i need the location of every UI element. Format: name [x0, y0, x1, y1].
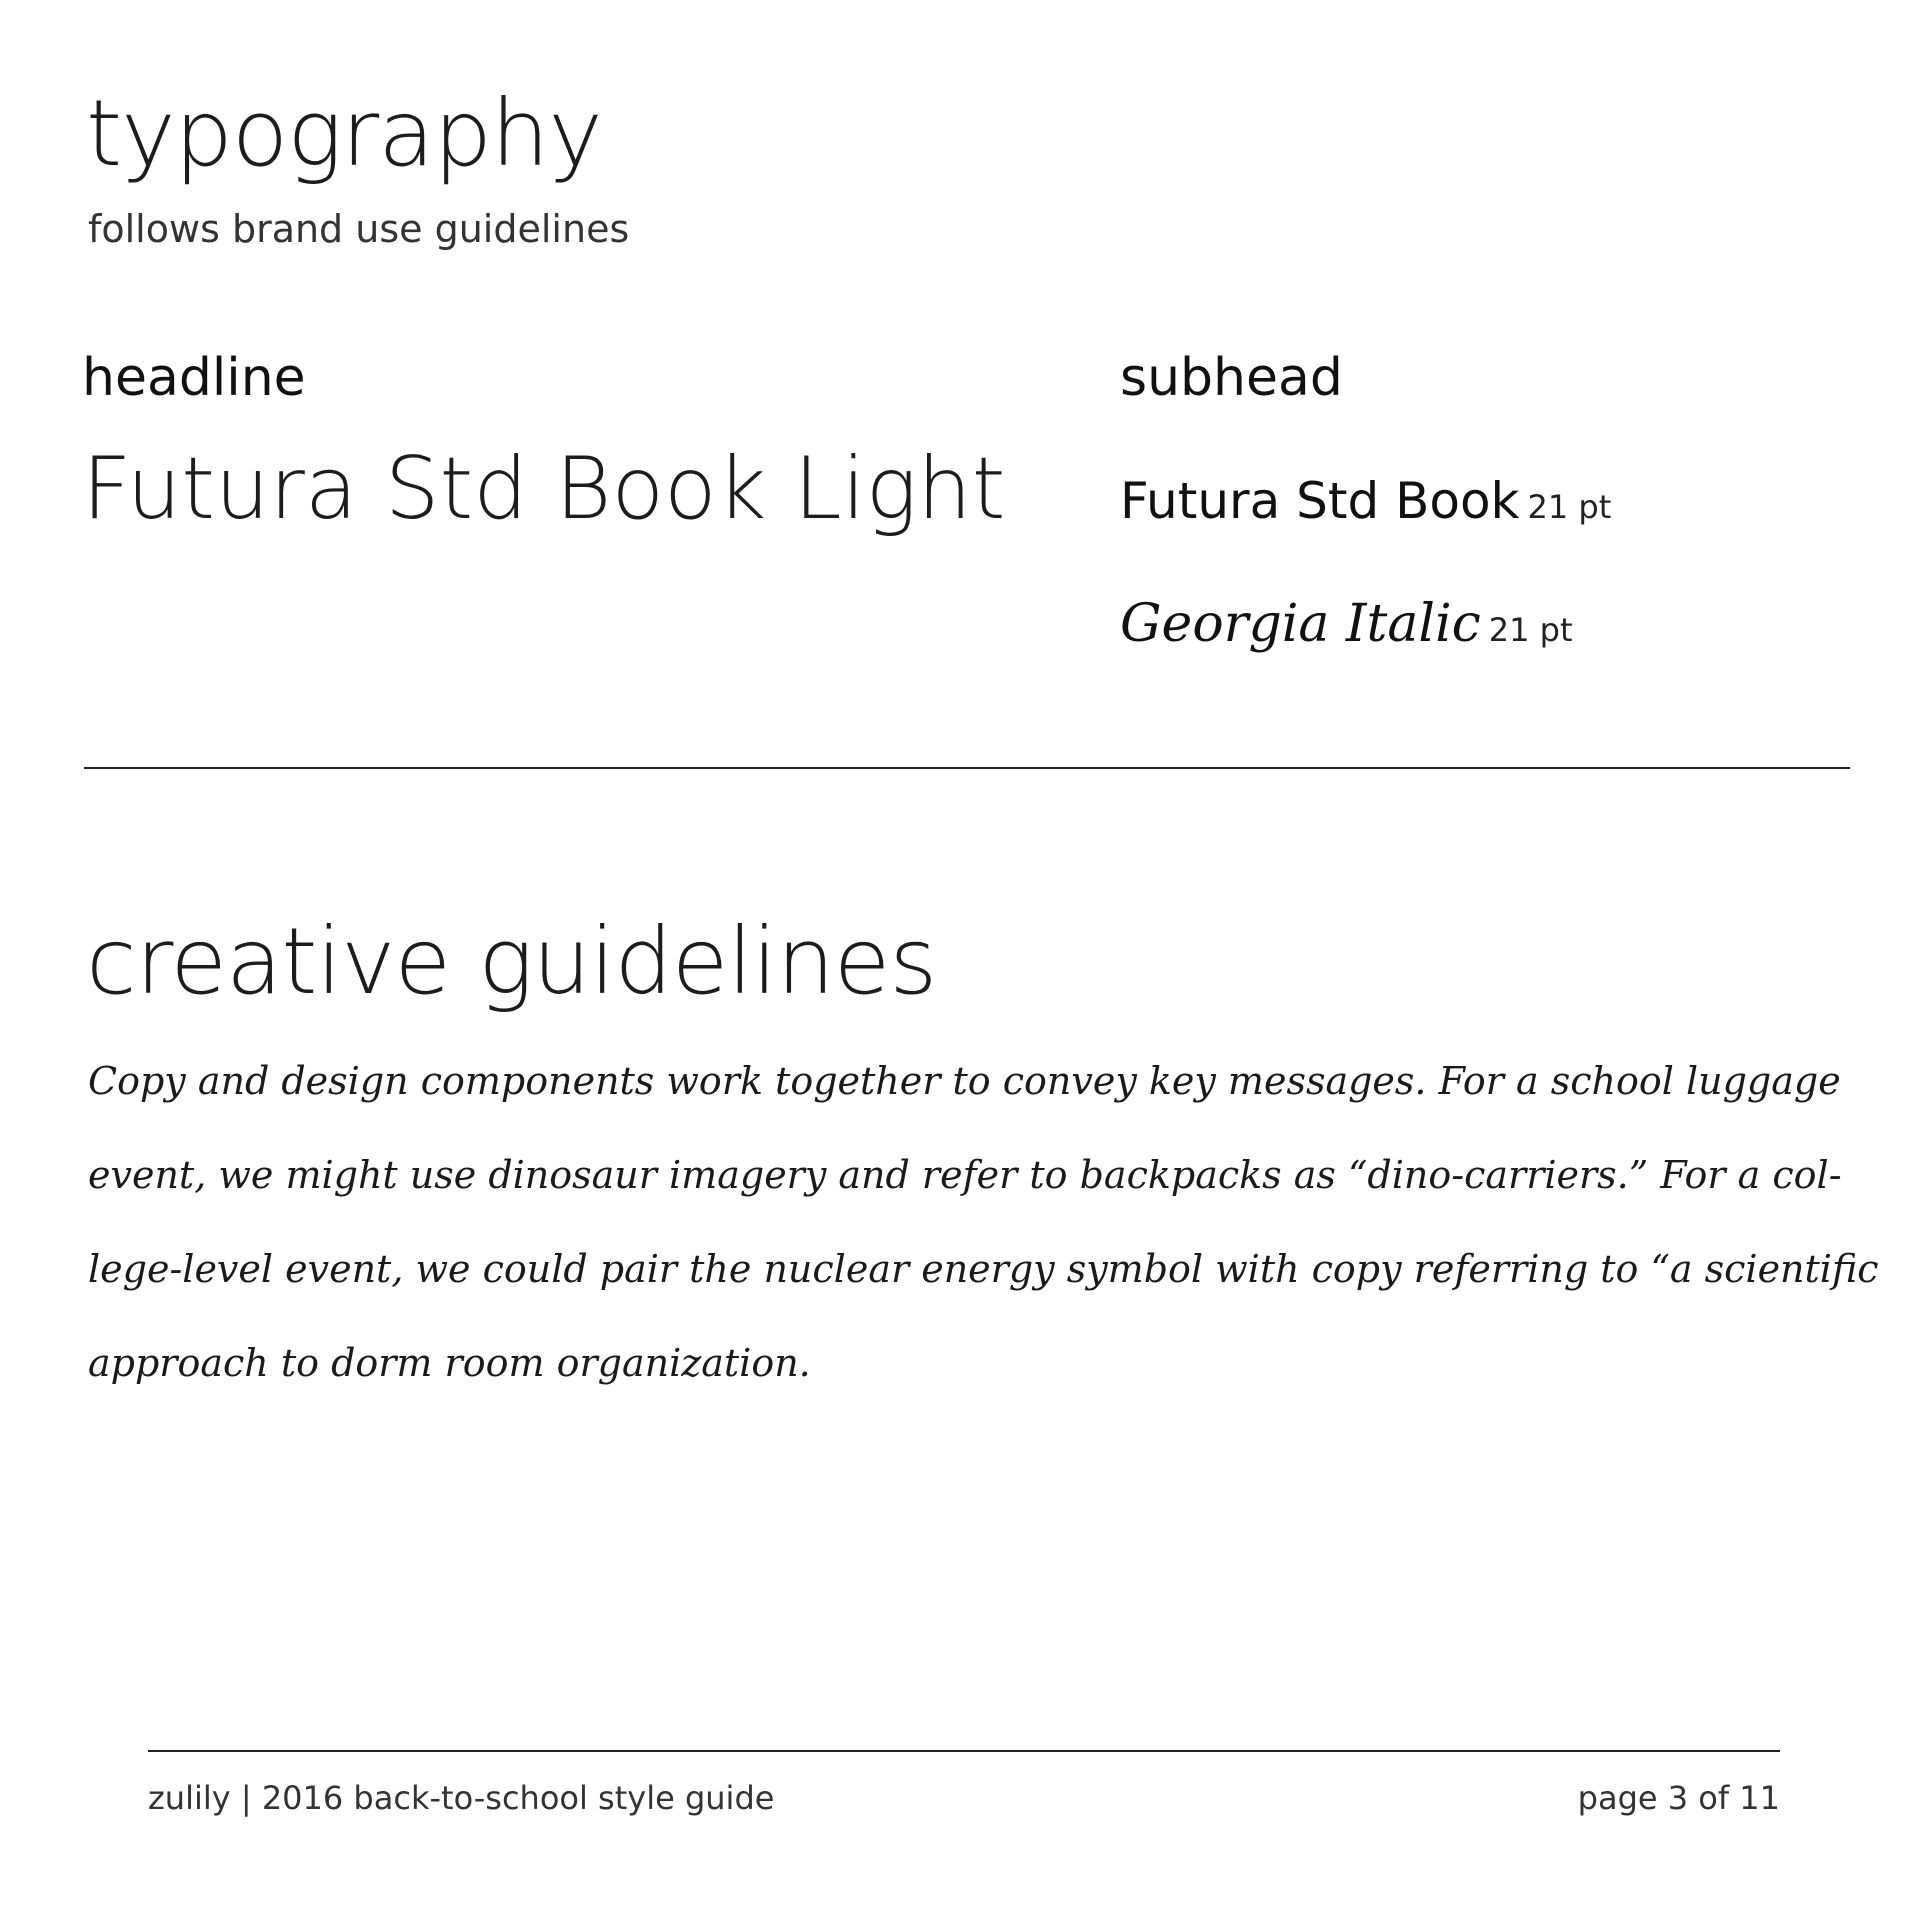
subhead-font-name: Futura Std Book [1120, 472, 1520, 530]
creative-guidelines-title: creative guidelines [86, 908, 937, 1015]
page-title: typography [86, 80, 602, 187]
subhead-font-size: 21 pt [1527, 488, 1612, 526]
body-line: lege-level event, we could pair the nuclear energy symbol with copy referring to “a scientific [88, 1247, 1879, 1291]
subhead-font-row-futura [1120, 472, 1612, 530]
footer-page-number: page 3 of 11 [1577, 1779, 1780, 1817]
headline-font-sample: Futura Std Book Light [82, 439, 1006, 539]
footer-divider [148, 1750, 1780, 1752]
body-line: Copy and design components work together to convey key messages. For a school luggage [88, 1059, 1841, 1103]
headline-label: headline [82, 348, 306, 408]
section-divider [84, 767, 1850, 769]
creative-guidelines-body [88, 1034, 1879, 1410]
body-line: approach to dorm room organization. [88, 1341, 811, 1385]
subhead-font-name: Georgia Italic [1120, 594, 1481, 654]
footer-document-title: zulily | 2016 back-to-school style guide [148, 1779, 775, 1817]
subhead-font-row-georgia [1120, 594, 1573, 654]
page-subtitle: follows brand use guidelines [88, 207, 630, 251]
body-line: event, we might use dinosaur imagery and refer to backpacks as “dino-carriers.” For a col- [88, 1153, 1842, 1197]
subhead-font-size: 21 pt [1488, 611, 1573, 649]
subhead-label: subhead [1120, 348, 1343, 408]
